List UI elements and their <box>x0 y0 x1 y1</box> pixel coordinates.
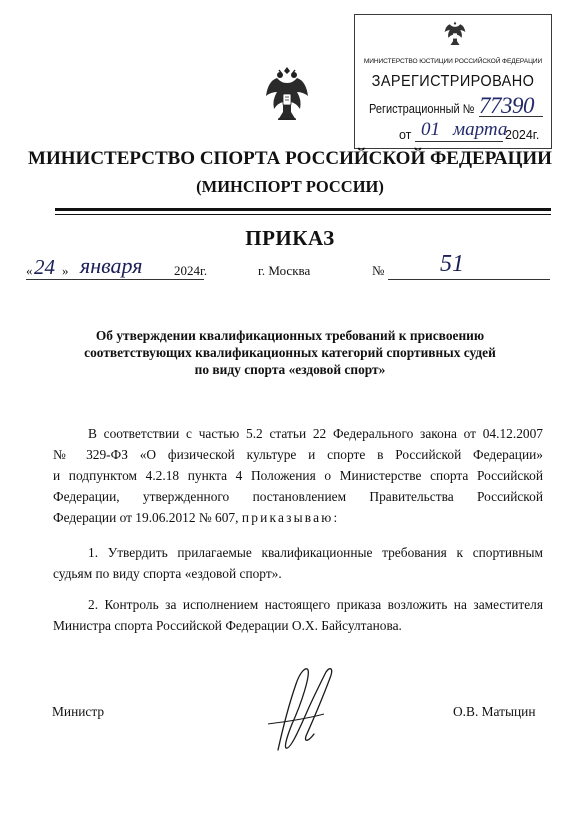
order-date-year: 2024г. <box>174 263 208 278</box>
text-line: Федерации, утвержденного постановлением Правительства Российской <box>53 489 543 504</box>
stamp-date-month: марта <box>453 119 508 140</box>
text-line: № 329-ФЗ «О физической культуре и спорте в Российской Федерации» <box>53 447 543 462</box>
subject-line: соответствующих квалификационных категорий спортивных судей <box>84 345 496 360</box>
header-divider-thick <box>55 208 551 211</box>
date-quote-close: » <box>62 263 69 278</box>
stamp-date-day: 01 <box>421 119 440 140</box>
stamp-status: ЗАРЕГИСТРИРОВАНО <box>371 73 535 91</box>
order-number-label: № <box>372 263 385 278</box>
stamp-date-year: 2024г. <box>505 128 540 142</box>
subject-line: Об утверждении квалификационных требований к присвоению <box>95 328 485 343</box>
preamble-paragraph <box>53 423 543 528</box>
clause-2-paragraph <box>53 594 543 636</box>
order-date-underline <box>26 279 204 280</box>
order-place: г. Москва <box>258 263 311 278</box>
stamp-reg-number: 77390 <box>479 93 534 118</box>
order-date-month: января <box>80 253 143 278</box>
text-line <box>53 507 543 528</box>
document-type-title: ПРИКАЗ <box>245 226 335 250</box>
text-line: 1. Утвердить прилагаемые квалификационные требования к спортивным <box>88 545 543 560</box>
text-fragment: Федерации от 19.06.2012 № 607, <box>53 510 242 525</box>
signer-name: О.В. Матыцин <box>453 704 536 719</box>
text-line: Министра спорта Российской Федерации О.Х. Байсултанова. <box>53 618 402 633</box>
order-number-underline <box>388 279 550 280</box>
text-line: судьям по виду спорта «ездовой спорт». <box>53 566 282 581</box>
stamp-reg-underline <box>479 116 543 117</box>
order-subject <box>40 327 540 378</box>
ministry-title: МИНИСТЕРСТВО СПОРТА РОССИЙСКОЙ ФЕДЕРАЦИИ <box>28 148 552 169</box>
registration-stamp <box>354 14 552 149</box>
order-number: 51 <box>440 251 464 277</box>
order-date-day: 24 <box>34 255 55 279</box>
text-line: и подпунктом 4.2.18 пункта 4 Положения о Министерстве спорта Российской <box>53 468 543 483</box>
subject-line: по виду спорта «ездовой спорт» <box>194 362 386 377</box>
header-divider-thin <box>55 214 551 215</box>
stamp-date-underline <box>415 141 503 142</box>
stamp-reg-label: Регистрационный № <box>369 102 475 116</box>
date-quote-open: « <box>26 263 33 278</box>
double-headed-eagle-icon <box>265 64 309 126</box>
stamp-date-prefix: от <box>399 128 412 142</box>
stamp-ministry-name: МИНИСТЕРСТВО ЮСТИЦИИ РОССИЙСКОЙ ФЕДЕРАЦИИ <box>363 58 543 65</box>
double-headed-eagle-icon <box>442 19 468 49</box>
clause-1-paragraph <box>53 542 543 584</box>
text-line: В соответствии с частью 5.2 статьи 22 Федерального закона от 04.12.2007 <box>88 426 543 441</box>
signer-role: Министр <box>52 704 105 719</box>
text-line: 2. Контроль за исполнением настоящего приказа возложить на заместителя <box>88 597 543 612</box>
ministry-short-name: (МИНСПОРТ РОССИИ) <box>196 177 384 196</box>
handwritten-signature <box>262 662 342 757</box>
order-verb: приказываю: <box>241 510 340 525</box>
